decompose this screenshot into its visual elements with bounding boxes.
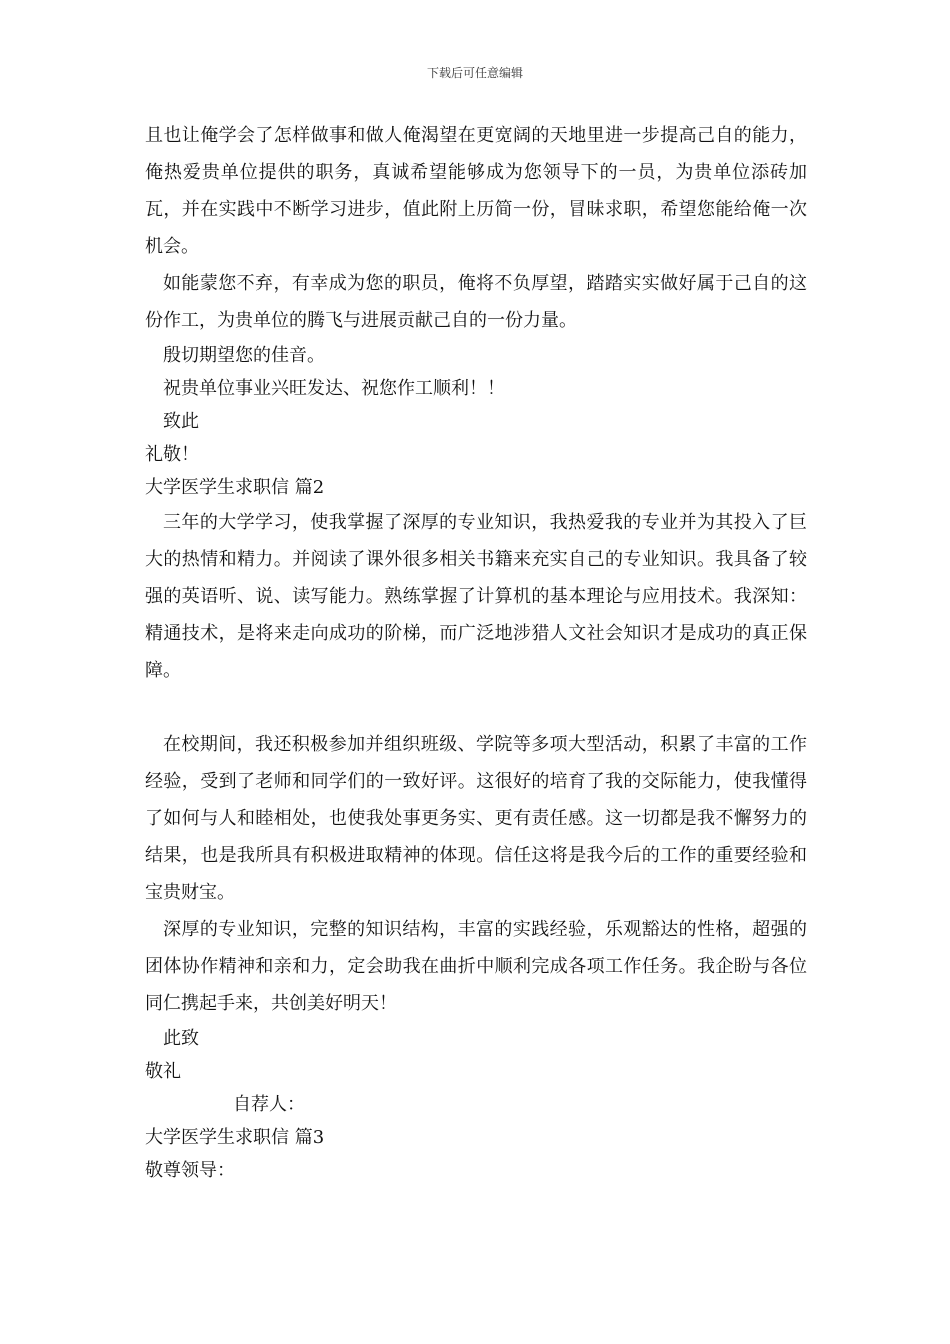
salutation-closing: 致此 (163, 411, 199, 432)
signature-line: 自荐人： (233, 1094, 305, 1115)
document-body (145, 117, 807, 1187)
salutation-regards-2: 敬礼 (145, 1061, 181, 1082)
greeting-line: 敬尊领导： (145, 1160, 235, 1181)
paragraph-study: 三年的大学学习，使我掌握了深厚的专业知识，我热爱我的专业并为其投入了巨大的热情和精力。并阅读了课外很多相关书籍来充实自己的专业知识。我具备了较强的英语听、说、读写能力。熟练掌握了计算机的基本理论与应用技术。我深知：精通技术，是将来走向成功的阶梯，而广泛地涉猎人文社会知识才是成功的真正保障。 (145, 512, 807, 681)
section-heading-letter-3: 大学医学生求职信 篇3 (145, 1127, 325, 1148)
section-heading-letter-2: 大学医学生求职信 篇2 (145, 477, 325, 498)
paragraph-wishes: 祝贵单位事业兴旺发达、祝您作工顺利！！ (163, 378, 505, 399)
paragraph-expectation: 殷切期望您的佳音。 (163, 345, 325, 366)
paragraph-strengths: 深厚的专业知识，完整的知识结构，丰富的实践经验，乐观豁达的性格，超强的团体协作精神和亲和力，定会助我在曲折中顺利完成各项工作任务。我企盼与各位同仁携起手来，共创美好明天！ (145, 919, 807, 1014)
salutation-regards: 礼敬！ (145, 444, 199, 465)
salutation-closing-2: 此致 (163, 1028, 199, 1049)
page-header: 下载后可任意编辑 (426, 66, 523, 80)
blank-line (145, 689, 807, 726)
paragraph-campus-activities: 在校期间，我还积极参加并组织班级、学院等多项大型活动，积累了丰富的工作经验，受到了老师和同学们的一致好评。这很好的培育了我的交际能力，使我懂得了如何与人和睦相处，也使我处事更务实、更有责任感。这一切都是我不懈努力的结果，也是我所具有积极进取精神的体现。信任这将是我今后的工作的重要经验和宝贵财宝。 (145, 734, 807, 903)
paragraph-application-closing: 且也让俺学会了怎样做事和做人俺渴望在更宽阔的天地里进一步提高己自的能力，俺热爱贵单位提供的职务，真诚希望能够成为您领导下的一员，为贵单位添砖加瓦，并在实践中不断学习进步，值此附上历简一份，冒昧求职，希望您能给俺一次机会。 (145, 125, 807, 257)
paragraph-commitment: 如能蒙您不弃，有幸成为您的职员，俺将不负厚望，踏踏实实做好属于己自的这份作工，为贵单位的腾飞与进展贡献己自的一份力量。 (145, 273, 807, 331)
